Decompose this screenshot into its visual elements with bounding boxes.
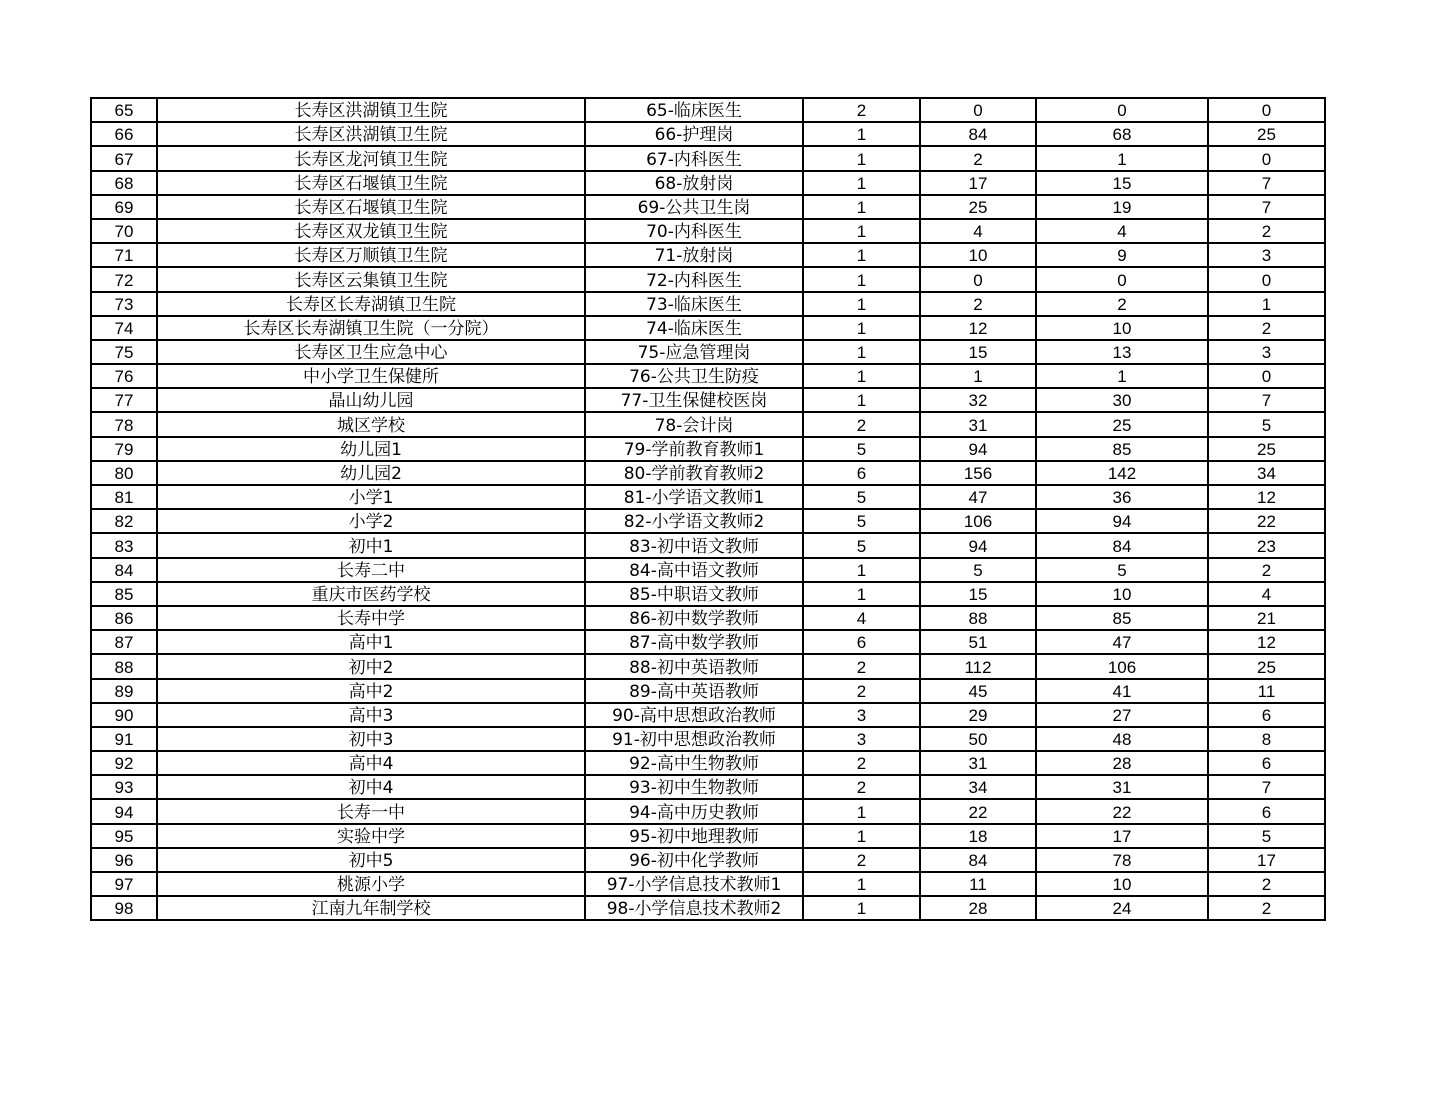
- cell-position-name: 73-临床医生: [585, 292, 803, 316]
- cell-approved: 27: [1036, 703, 1208, 727]
- cell-applicants: 47: [920, 485, 1036, 509]
- cell-row-number: 74: [91, 316, 157, 340]
- cell-applicants: 31: [920, 412, 1036, 436]
- cell-unit-name: 高中4: [157, 751, 585, 775]
- cell-approved: 9: [1036, 243, 1208, 267]
- cell-paid: 12: [1208, 485, 1325, 509]
- cell-position-name: 68-放射岗: [585, 171, 803, 195]
- cell-quota: 1: [803, 582, 920, 606]
- cell-approved: 2: [1036, 292, 1208, 316]
- cell-paid: 7: [1208, 171, 1325, 195]
- cell-approved: 4: [1036, 219, 1208, 243]
- cell-quota: 3: [803, 727, 920, 751]
- cell-row-number: 78: [91, 412, 157, 436]
- cell-approved: 5: [1036, 558, 1208, 582]
- cell-unit-name: 长寿二中: [157, 558, 585, 582]
- cell-paid: 6: [1208, 703, 1325, 727]
- table-row: [91, 292, 1325, 316]
- cell-position-name: 81-小学语文教师1: [585, 485, 803, 509]
- cell-unit-name: 幼儿园1: [157, 437, 585, 461]
- cell-quota: 1: [803, 219, 920, 243]
- cell-applicants: 32: [920, 388, 1036, 412]
- table-row: [91, 775, 1325, 799]
- cell-quota: 6: [803, 630, 920, 654]
- table-row: [91, 146, 1325, 170]
- cell-paid: 2: [1208, 219, 1325, 243]
- cell-paid: 25: [1208, 122, 1325, 146]
- cell-unit-name: 长寿一中: [157, 799, 585, 823]
- cell-position-name: 76-公共卫生防疫: [585, 364, 803, 388]
- table-row: [91, 824, 1325, 848]
- cell-paid: 2: [1208, 316, 1325, 340]
- cell-unit-name: 江南九年制学校: [157, 896, 585, 920]
- cell-quota: 5: [803, 485, 920, 509]
- cell-position-name: 90-高中思想政治教师: [585, 703, 803, 727]
- cell-row-number: 71: [91, 243, 157, 267]
- cell-paid: 3: [1208, 340, 1325, 364]
- cell-approved: 24: [1036, 896, 1208, 920]
- cell-quota: 5: [803, 509, 920, 533]
- cell-row-number: 67: [91, 146, 157, 170]
- cell-applicants: 18: [920, 824, 1036, 848]
- table-row: [91, 630, 1325, 654]
- cell-paid: 34: [1208, 461, 1325, 485]
- cell-row-number: 83: [91, 533, 157, 557]
- cell-approved: 15: [1036, 171, 1208, 195]
- table-row: [91, 243, 1325, 267]
- cell-quota: 1: [803, 896, 920, 920]
- cell-applicants: 15: [920, 582, 1036, 606]
- cell-unit-name: 长寿区洪湖镇卫生院: [157, 122, 585, 146]
- cell-paid: 6: [1208, 751, 1325, 775]
- cell-quota: 1: [803, 799, 920, 823]
- cell-row-number: 90: [91, 703, 157, 727]
- cell-paid: 2: [1208, 558, 1325, 582]
- cell-approved: 47: [1036, 630, 1208, 654]
- table-row: [91, 98, 1325, 122]
- cell-approved: 84: [1036, 533, 1208, 557]
- cell-unit-name: 中小学卫生保健所: [157, 364, 585, 388]
- data-table: [90, 97, 1326, 921]
- table-row: [91, 267, 1325, 291]
- cell-applicants: 34: [920, 775, 1036, 799]
- cell-unit-name: 长寿区洪湖镇卫生院: [157, 98, 585, 122]
- cell-row-number: 84: [91, 558, 157, 582]
- cell-row-number: 79: [91, 437, 157, 461]
- cell-quota: 2: [803, 848, 920, 872]
- cell-row-number: 89: [91, 679, 157, 703]
- cell-paid: 8: [1208, 727, 1325, 751]
- cell-position-name: 96-初中化学教师: [585, 848, 803, 872]
- cell-row-number: 77: [91, 388, 157, 412]
- cell-quota: 1: [803, 122, 920, 146]
- cell-position-name: 65-临床医生: [585, 98, 803, 122]
- cell-quota: 2: [803, 679, 920, 703]
- cell-approved: 94: [1036, 509, 1208, 533]
- cell-row-number: 95: [91, 824, 157, 848]
- cell-quota: 1: [803, 171, 920, 195]
- table-row: [91, 727, 1325, 751]
- cell-quota: 6: [803, 461, 920, 485]
- cell-paid: 7: [1208, 195, 1325, 219]
- cell-quota: 1: [803, 388, 920, 412]
- cell-paid: 0: [1208, 267, 1325, 291]
- cell-unit-name: 重庆市医药学校: [157, 582, 585, 606]
- cell-position-name: 71-放射岗: [585, 243, 803, 267]
- cell-unit-name: 桃源小学: [157, 872, 585, 896]
- cell-applicants: 94: [920, 437, 1036, 461]
- cell-paid: 23: [1208, 533, 1325, 557]
- table-row: [91, 582, 1325, 606]
- cell-applicants: 10: [920, 243, 1036, 267]
- cell-applicants: 31: [920, 751, 1036, 775]
- cell-position-name: 87-高中数学教师: [585, 630, 803, 654]
- cell-approved: 1: [1036, 146, 1208, 170]
- cell-quota: 2: [803, 654, 920, 678]
- cell-row-number: 75: [91, 340, 157, 364]
- cell-approved: 106: [1036, 654, 1208, 678]
- cell-row-number: 76: [91, 364, 157, 388]
- cell-row-number: 91: [91, 727, 157, 751]
- cell-approved: 13: [1036, 340, 1208, 364]
- cell-quota: 2: [803, 775, 920, 799]
- cell-paid: 11: [1208, 679, 1325, 703]
- cell-paid: 5: [1208, 824, 1325, 848]
- cell-applicants: 112: [920, 654, 1036, 678]
- cell-unit-name: 初中2: [157, 654, 585, 678]
- cell-approved: 36: [1036, 485, 1208, 509]
- cell-applicants: 51: [920, 630, 1036, 654]
- table-row: [91, 799, 1325, 823]
- cell-quota: 1: [803, 824, 920, 848]
- cell-applicants: 17: [920, 171, 1036, 195]
- cell-position-name: 83-初中语文教师: [585, 533, 803, 557]
- cell-quota: 5: [803, 533, 920, 557]
- table-row: [91, 654, 1325, 678]
- cell-paid: 2: [1208, 896, 1325, 920]
- cell-position-name: 70-内科医生: [585, 219, 803, 243]
- cell-position-name: 67-内科医生: [585, 146, 803, 170]
- table-row: [91, 219, 1325, 243]
- cell-unit-name: 长寿区万顺镇卫生院: [157, 243, 585, 267]
- cell-row-number: 73: [91, 292, 157, 316]
- table-row: [91, 412, 1325, 436]
- cell-approved: 19: [1036, 195, 1208, 219]
- cell-position-name: 80-学前教育教师2: [585, 461, 803, 485]
- table-row: [91, 848, 1325, 872]
- cell-quota: 1: [803, 872, 920, 896]
- cell-unit-name: 高中1: [157, 630, 585, 654]
- table-row: [91, 533, 1325, 557]
- cell-unit-name: 高中2: [157, 679, 585, 703]
- cell-row-number: 68: [91, 171, 157, 195]
- cell-quota: 1: [803, 558, 920, 582]
- cell-applicants: 0: [920, 98, 1036, 122]
- cell-paid: 1: [1208, 292, 1325, 316]
- cell-row-number: 98: [91, 896, 157, 920]
- cell-quota: 2: [803, 751, 920, 775]
- table-row: [91, 606, 1325, 630]
- cell-position-name: 82-小学语文教师2: [585, 509, 803, 533]
- cell-row-number: 66: [91, 122, 157, 146]
- cell-approved: 48: [1036, 727, 1208, 751]
- cell-applicants: 29: [920, 703, 1036, 727]
- cell-unit-name: 小学2: [157, 509, 585, 533]
- cell-row-number: 70: [91, 219, 157, 243]
- cell-approved: 41: [1036, 679, 1208, 703]
- cell-approved: 31: [1036, 775, 1208, 799]
- cell-paid: 3: [1208, 243, 1325, 267]
- cell-quota: 1: [803, 195, 920, 219]
- cell-approved: 78: [1036, 848, 1208, 872]
- cell-row-number: 96: [91, 848, 157, 872]
- cell-approved: 17: [1036, 824, 1208, 848]
- cell-quota: 1: [803, 316, 920, 340]
- cell-unit-name: 长寿区卫生应急中心: [157, 340, 585, 364]
- cell-applicants: 22: [920, 799, 1036, 823]
- cell-approved: 28: [1036, 751, 1208, 775]
- cell-approved: 10: [1036, 872, 1208, 896]
- table-row: [91, 751, 1325, 775]
- cell-position-name: 97-小学信息技术教师1: [585, 872, 803, 896]
- table-row: [91, 896, 1325, 920]
- cell-paid: 4: [1208, 582, 1325, 606]
- cell-quota: 1: [803, 267, 920, 291]
- cell-unit-name: 长寿区长寿湖镇卫生院（一分院）: [157, 316, 585, 340]
- cell-row-number: 81: [91, 485, 157, 509]
- cell-quota: 4: [803, 606, 920, 630]
- table-row: [91, 316, 1325, 340]
- cell-applicants: 12: [920, 316, 1036, 340]
- cell-approved: 1: [1036, 364, 1208, 388]
- cell-position-name: 88-初中英语教师: [585, 654, 803, 678]
- cell-approved: 0: [1036, 98, 1208, 122]
- cell-paid: 21: [1208, 606, 1325, 630]
- cell-paid: 0: [1208, 364, 1325, 388]
- cell-applicants: 2: [920, 292, 1036, 316]
- cell-applicants: 1: [920, 364, 1036, 388]
- cell-approved: 142: [1036, 461, 1208, 485]
- cell-applicants: 15: [920, 340, 1036, 364]
- cell-paid: 25: [1208, 654, 1325, 678]
- cell-unit-name: 城区学校: [157, 412, 585, 436]
- cell-position-name: 77-卫生保健校医岗: [585, 388, 803, 412]
- cell-unit-name: 长寿区长寿湖镇卫生院: [157, 292, 585, 316]
- cell-position-name: 69-公共卫生岗: [585, 195, 803, 219]
- cell-unit-name: 长寿区石堰镇卫生院: [157, 195, 585, 219]
- cell-approved: 25: [1036, 412, 1208, 436]
- cell-position-name: 86-初中数学教师: [585, 606, 803, 630]
- table-row: [91, 437, 1325, 461]
- cell-unit-name: 初中4: [157, 775, 585, 799]
- cell-paid: 6: [1208, 799, 1325, 823]
- cell-row-number: 85: [91, 582, 157, 606]
- cell-quota: 2: [803, 98, 920, 122]
- cell-paid: 0: [1208, 146, 1325, 170]
- table-row: [91, 171, 1325, 195]
- cell-row-number: 97: [91, 872, 157, 896]
- cell-applicants: 5: [920, 558, 1036, 582]
- cell-paid: 5: [1208, 412, 1325, 436]
- cell-approved: 10: [1036, 582, 1208, 606]
- cell-unit-name: 小学1: [157, 485, 585, 509]
- table-body: [91, 98, 1325, 920]
- cell-position-name: 98-小学信息技术教师2: [585, 896, 803, 920]
- cell-approved: 68: [1036, 122, 1208, 146]
- cell-unit-name: 长寿中学: [157, 606, 585, 630]
- cell-unit-name: 长寿区双龙镇卫生院: [157, 219, 585, 243]
- cell-position-name: 95-初中地理教师: [585, 824, 803, 848]
- table-row: [91, 340, 1325, 364]
- cell-applicants: 50: [920, 727, 1036, 751]
- cell-paid: 7: [1208, 775, 1325, 799]
- cell-unit-name: 长寿区石堰镇卫生院: [157, 171, 585, 195]
- cell-applicants: 2: [920, 146, 1036, 170]
- cell-applicants: 94: [920, 533, 1036, 557]
- cell-row-number: 87: [91, 630, 157, 654]
- cell-paid: 25: [1208, 437, 1325, 461]
- cell-paid: 17: [1208, 848, 1325, 872]
- cell-row-number: 92: [91, 751, 157, 775]
- cell-unit-name: 实验中学: [157, 824, 585, 848]
- cell-applicants: 28: [920, 896, 1036, 920]
- cell-unit-name: 初中3: [157, 727, 585, 751]
- cell-approved: 30: [1036, 388, 1208, 412]
- cell-quota: 1: [803, 340, 920, 364]
- cell-paid: 7: [1208, 388, 1325, 412]
- cell-position-name: 91-初中思想政治教师: [585, 727, 803, 751]
- cell-position-name: 92-高中生物教师: [585, 751, 803, 775]
- cell-paid: 12: [1208, 630, 1325, 654]
- cell-quota: 1: [803, 146, 920, 170]
- cell-position-name: 74-临床医生: [585, 316, 803, 340]
- cell-row-number: 94: [91, 799, 157, 823]
- cell-position-name: 85-中职语文教师: [585, 582, 803, 606]
- cell-quota: 1: [803, 292, 920, 316]
- cell-approved: 22: [1036, 799, 1208, 823]
- cell-position-name: 78-会计岗: [585, 412, 803, 436]
- cell-approved: 10: [1036, 316, 1208, 340]
- cell-row-number: 82: [91, 509, 157, 533]
- cell-quota: 1: [803, 364, 920, 388]
- cell-applicants: 88: [920, 606, 1036, 630]
- cell-position-name: 93-初中生物教师: [585, 775, 803, 799]
- table-row: [91, 509, 1325, 533]
- cell-applicants: 25: [920, 195, 1036, 219]
- cell-applicants: 84: [920, 122, 1036, 146]
- table-row: [91, 122, 1325, 146]
- table-row: [91, 461, 1325, 485]
- table-row: [91, 388, 1325, 412]
- cell-paid: 2: [1208, 872, 1325, 896]
- cell-applicants: 106: [920, 509, 1036, 533]
- cell-quota: 1: [803, 243, 920, 267]
- cell-unit-name: 初中5: [157, 848, 585, 872]
- cell-position-name: 89-高中英语教师: [585, 679, 803, 703]
- cell-applicants: 45: [920, 679, 1036, 703]
- cell-position-name: 84-高中语文教师: [585, 558, 803, 582]
- table-row: [91, 872, 1325, 896]
- cell-unit-name: 长寿区云集镇卫生院: [157, 267, 585, 291]
- cell-applicants: 11: [920, 872, 1036, 896]
- table-row: [91, 679, 1325, 703]
- table-row: [91, 703, 1325, 727]
- cell-unit-name: 长寿区龙河镇卫生院: [157, 146, 585, 170]
- cell-approved: 85: [1036, 606, 1208, 630]
- cell-row-number: 80: [91, 461, 157, 485]
- cell-position-name: 72-内科医生: [585, 267, 803, 291]
- cell-unit-name: 晶山幼儿园: [157, 388, 585, 412]
- cell-applicants: 0: [920, 267, 1036, 291]
- cell-position-name: 94-高中历史教师: [585, 799, 803, 823]
- cell-row-number: 93: [91, 775, 157, 799]
- cell-approved: 85: [1036, 437, 1208, 461]
- cell-row-number: 72: [91, 267, 157, 291]
- cell-applicants: 84: [920, 848, 1036, 872]
- cell-applicants: 4: [920, 219, 1036, 243]
- table-row: [91, 558, 1325, 582]
- cell-applicants: 156: [920, 461, 1036, 485]
- cell-position-name: 75-应急管理岗: [585, 340, 803, 364]
- cell-unit-name: 幼儿园2: [157, 461, 585, 485]
- cell-paid: 22: [1208, 509, 1325, 533]
- table-row: [91, 195, 1325, 219]
- cell-unit-name: 高中3: [157, 703, 585, 727]
- cell-row-number: 88: [91, 654, 157, 678]
- cell-row-number: 69: [91, 195, 157, 219]
- cell-unit-name: 初中1: [157, 533, 585, 557]
- table-row: [91, 485, 1325, 509]
- cell-approved: 0: [1036, 267, 1208, 291]
- table-row: [91, 364, 1325, 388]
- cell-quota: 2: [803, 412, 920, 436]
- cell-row-number: 86: [91, 606, 157, 630]
- cell-quota: 5: [803, 437, 920, 461]
- cell-row-number: 65: [91, 98, 157, 122]
- cell-position-name: 66-护理岗: [585, 122, 803, 146]
- cell-position-name: 79-学前教育教师1: [585, 437, 803, 461]
- cell-quota: 3: [803, 703, 920, 727]
- cell-paid: 0: [1208, 98, 1325, 122]
